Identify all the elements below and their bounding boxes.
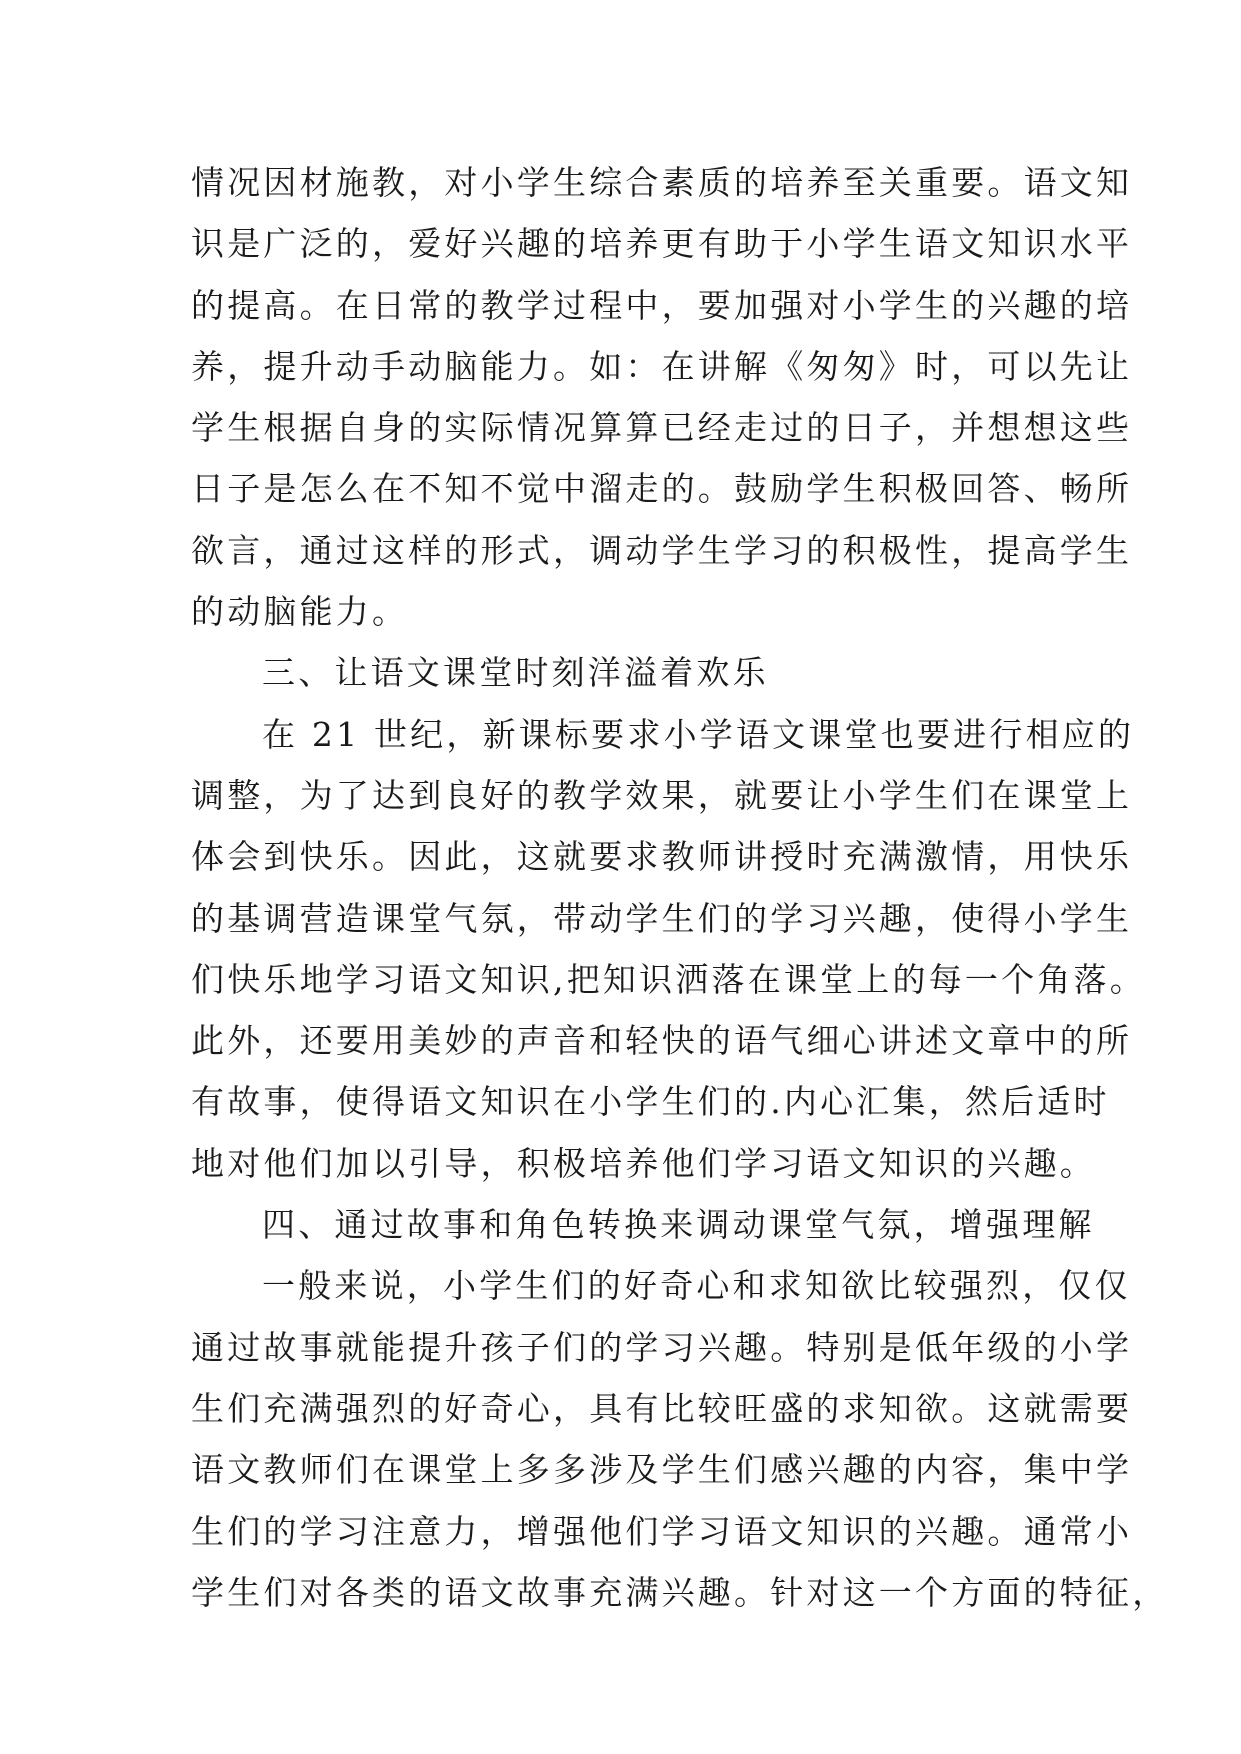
text-line: 的基调营造课堂气氛，带动学生们的学习兴趣，使得小学生 (191, 898, 1133, 938)
text-line: 有故事，使得语文知识在小学生们的.内心汇集，然后适时 (191, 1082, 1110, 1122)
text-line: 通过故事就能提升孩子们的学习兴趣。特别是低年级的小学 (191, 1327, 1133, 1367)
text-line: 语文教师们在课堂上多多涉及学生们感兴趣的内容，集中学 (191, 1450, 1133, 1490)
text-line: 一般来说，小学生们的好奇心和求知欲比较强烈，仅仅 (262, 1266, 1131, 1306)
text-line: 欲言，通过这样的形式，调动学生学习的积极性，提高学生 (191, 530, 1133, 570)
text-line: 体会到快乐。因此，这就要求教师讲授时充满激情，用快乐 (191, 837, 1133, 877)
text-line: 识是广泛的，爱好兴趣的培养更有助于小学生语文知识水平 (191, 224, 1133, 264)
body-text (191, 152, 1169, 1623)
text-line: 此外，还要用美妙的声音和轻快的语气细心讲述文章中的所 (191, 1021, 1133, 1061)
text-line: 生们的学习注意力，增强他们学习语文知识的兴趣。通常小 (191, 1511, 1133, 1551)
text-line: 在 21 世纪，新课标要求小学语文课堂也要进行相应的 (262, 714, 1135, 754)
text-line: 学生们对各类的语文故事充满兴趣。针对这一个方面的特征， (191, 1572, 1169, 1612)
text-line: 生们充满强烈的好奇心，具有比较旺盛的求知欲。这就需要 (191, 1388, 1133, 1428)
section-heading: 四、通过故事和角色转换来调动课堂气氛，增强理解 (262, 1205, 1095, 1245)
text-line: 养，提升动手动脑能力。如：在讲解《匆匆》时，可以先让 (191, 346, 1133, 386)
text-line: 们快乐地学习语文知识,把知识洒落在课堂上的每一个角落。 (191, 959, 1146, 999)
text-line: 地对他们加以引导，积极培养他们学习语文知识的兴趣。 (191, 1143, 1096, 1183)
text-line: 的动脑能力。 (191, 592, 409, 632)
text-line: 情况因材施教，对小学生综合素质的培养至关重要。语文知 (191, 163, 1133, 202)
section-heading: 三、让语文课堂时刻洋溢着欢乐 (262, 653, 769, 693)
text-line: 调整，为了达到良好的教学效果，就要让小学生们在课堂上 (191, 775, 1133, 815)
text-line: 日子是怎么在不知不觉中溜走的。鼓励学生积极回答、畅所 (191, 469, 1133, 509)
text-line: 的提高。在日常的教学过程中，要加强对小学生的兴趣的培 (191, 285, 1133, 325)
text-line: 学生根据自身的实际情况算算已经走过的日子，并想想这些 (191, 408, 1133, 448)
